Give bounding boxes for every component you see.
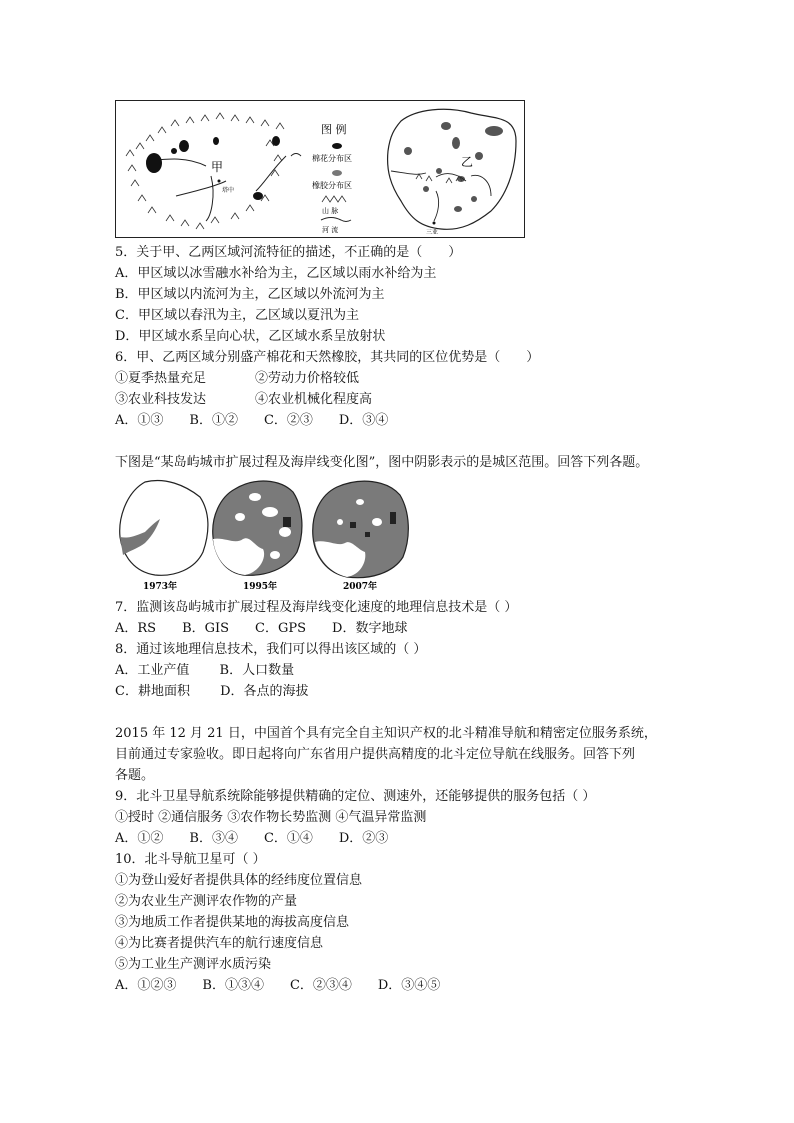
q6-stem: 6．甲、乙两区域分别盛产棉花和天然橡胶，其共同的区位优势是（ ） <box>115 350 540 365</box>
q6-option-1: ①夏季热量充足 <box>115 371 207 386</box>
beidou-intro-line-1: 2015 年 12 月 21 日，中国首个具有完全自主知识产权的北斗精准导航和精密定位服务系统， <box>115 726 657 741</box>
city-a-label: 塔中 <box>222 187 235 194</box>
city-a-dot <box>218 180 221 183</box>
q5-option-c: C．甲区域以春汛为主，乙区域以夏汛为主 <box>115 308 359 323</box>
q9-options: ①授时 ②通信服务 ③农作物长势监测 ④气温异常监测 <box>115 810 427 825</box>
island-1995 <box>213 481 302 575</box>
q8-stem: 8．通过该地理信息技术，我们可以得出该区域的（ ） <box>115 642 427 657</box>
q9-answers: A．①② B．③④ C．①④ D．②③ <box>115 831 389 846</box>
beidou-intro-line-2: 目前通过专家验收。即日起将向广东省用户提供高精度的北斗定位导航在线服务。回答下列 <box>115 747 636 762</box>
island-year-1995: 1995年 <box>243 582 278 592</box>
q5-option-a: A．甲区域以冰雪融水补给为主，乙区域以雨水补给为主 <box>115 266 437 281</box>
island-intro: 下图是“某岛屿城市扩展过程及海岸线变化图”，图中阴影表示的是城区范围。回答下列各题。 <box>115 455 649 470</box>
legend-mountain-label: 山 脉 <box>322 207 339 215</box>
q10-stem: 10．北斗导航卫星可（ ） <box>115 852 266 867</box>
legend-cotton-swatch <box>332 143 342 149</box>
island-expansion-svg <box>115 477 415 592</box>
q6-option-4: ④农业机械化程度高 <box>255 392 373 407</box>
q10-option-2: ②为农业生产测评农作物的产量 <box>115 894 298 909</box>
legend-rubber-label: 橡胶分布区 <box>312 181 352 190</box>
q7-answers: A．RS B．GIS C．GPS D．数字地球 <box>115 621 408 636</box>
q10-option-5: ⑤为工业生产测评水质污染 <box>115 957 272 972</box>
rubber-areas <box>404 122 503 212</box>
q10-option-3: ③为地质工作者提供某地的海拔高度信息 <box>115 915 350 930</box>
island-expansion-figure <box>115 477 415 592</box>
region-map-figure <box>115 100 525 238</box>
island-1973 <box>120 480 208 575</box>
legend-river-label: 河 流 <box>322 226 339 234</box>
q5-stem: 5．关于甲、乙两区域河流特征的描述，不正确的是（ ） <box>115 245 462 260</box>
q6-option-2: ②劳动力价格较低 <box>255 371 360 386</box>
region-b-label: 乙 <box>461 155 474 169</box>
island-2007 <box>313 481 409 578</box>
legend-rubber-swatch <box>332 170 342 176</box>
region-map-svg <box>116 101 526 239</box>
island-year-1973: 1973年 <box>143 582 178 592</box>
legend-cotton-label: 棉花分布区 <box>312 154 352 163</box>
q8-options-ab: A．工业产值 B．人口数量 <box>115 663 295 678</box>
q10-answers: A．①②③ B．①③④ C．②③④ D．③④⑤ <box>115 978 441 993</box>
q5-option-d: D．甲区域水系呈向心状，乙区域水系呈放射状 <box>115 329 386 344</box>
city-b-dot <box>433 222 436 225</box>
q6-answers: A．①③ B．①② C．②③ D．③④ <box>115 413 389 428</box>
q5-option-b: B．甲区域以内流河为主，乙区域以外流河为主 <box>115 287 385 302</box>
q7-stem: 7．监测该岛屿城市扩展过程及海岸线变化速度的地理信息技术是（ ） <box>115 600 518 615</box>
beidou-intro-line-3: 各题。 <box>115 768 155 783</box>
q6-option-3: ③农业科技发达 <box>115 392 207 407</box>
legend-title: 图 例 <box>321 123 347 136</box>
legend-river-symbol <box>321 218 351 222</box>
legend-mountain-symbol <box>322 196 346 202</box>
q8-options-cd: C．耕地面积 D．各点的海拔 <box>115 684 309 699</box>
rivers-b <box>391 171 491 221</box>
city-b-label: 三亚 <box>426 229 439 236</box>
island-year-2007: 2007年 <box>343 582 378 592</box>
q9-stem: 9．北斗卫星导航系统除能够提供精确的定位、测速外，还能够提供的服务包括（ ） <box>115 789 596 804</box>
region-a-label: 甲 <box>211 160 224 174</box>
q10-option-1: ①为登山爱好者提供具体的经纬度位置信息 <box>115 873 363 888</box>
q10-option-4: ④为比赛者提供汽车的航行速度信息 <box>115 936 324 951</box>
